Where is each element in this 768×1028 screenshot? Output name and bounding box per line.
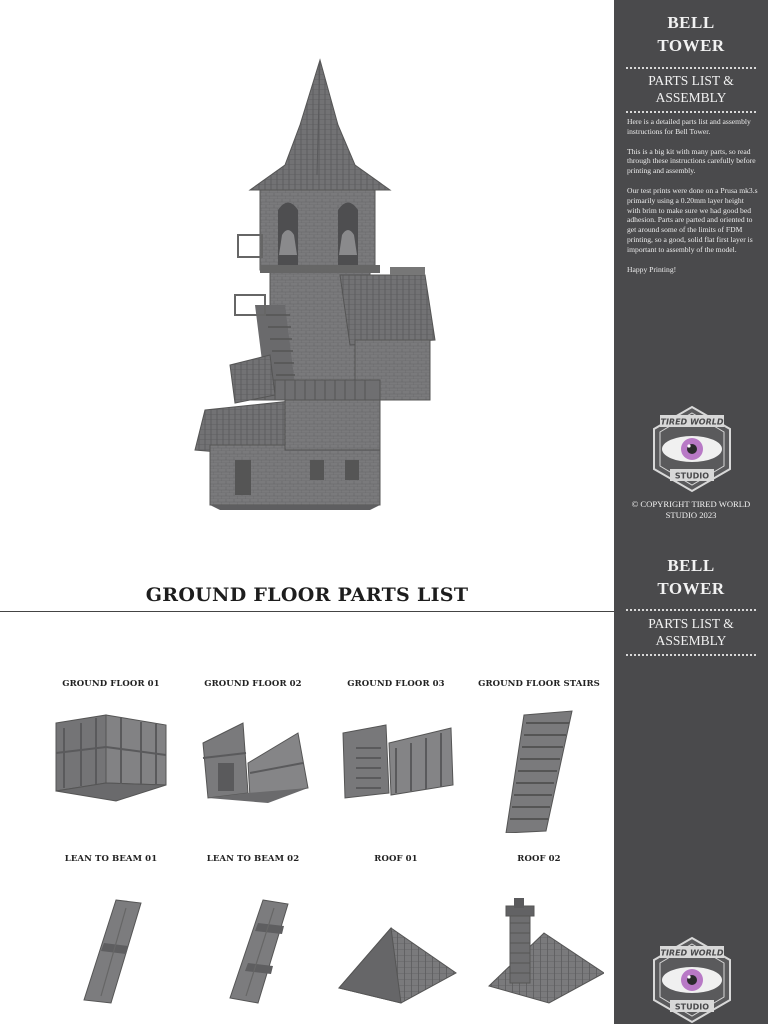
part-ground-floor-02 xyxy=(183,679,323,803)
part-image xyxy=(474,703,604,833)
intro-paragraph: Our test prints were done on a Prusa mk3.s primarily using a 0.20mm layer height with brim to make sure we had good bed adhesion. Parts are parted and oriented to get around some of the limits of FDM printing, so a good, solid flat first layer is important to assembly of the model. xyxy=(627,185,758,254)
part-label: GROUND FLOOR STAIRS xyxy=(478,679,600,689)
part-label: GROUND FLOOR 02 xyxy=(204,679,302,689)
bell-tower-model-image xyxy=(190,55,440,510)
part-ground-floor-stairs xyxy=(469,679,609,833)
intro-paragraph: This is a big kit with many parts, so read through these instructions carefully before printing and assembly. xyxy=(627,146,756,176)
logo-text: STUDIO xyxy=(674,1002,710,1012)
part-roof-02 xyxy=(469,854,609,1008)
sidebar-subtitle: PARTS LIST & ASSEMBLY xyxy=(648,73,734,105)
part-roof-01 xyxy=(326,854,466,1008)
part-label: ROOF 01 xyxy=(374,854,418,864)
dotted-divider xyxy=(626,111,756,113)
copyright-text: © COPYRIGHT TIRED WORLD STUDIO 2023 xyxy=(631,499,751,520)
dotted-divider xyxy=(626,609,756,611)
part-image xyxy=(188,878,318,1008)
logo-text: TIRED WORLD xyxy=(660,948,724,958)
logo-text: STUDIO xyxy=(674,471,710,481)
sidebar-title: BELL TOWER xyxy=(657,13,725,55)
intro-paragraph: Happy Printing! xyxy=(627,264,677,274)
logo-text: TIRED WORLD xyxy=(660,417,724,427)
part-label: LEAN TO BEAM 01 xyxy=(64,854,158,864)
part-label: GROUND FLOOR 01 xyxy=(62,679,160,689)
dotted-divider xyxy=(626,654,756,656)
part-ground-floor-01 xyxy=(41,679,181,803)
sidebar-subtitle-repeat: PARTS LIST & ASSEMBLY xyxy=(648,616,734,648)
intro-paragraph: Here is a detailed parts list and assembly instructions for Bell Tower. xyxy=(627,117,751,136)
section-divider xyxy=(0,611,614,612)
part-label: GROUND FLOOR 03 xyxy=(347,679,445,689)
studio-logo xyxy=(652,936,732,1028)
studio-logo xyxy=(652,405,732,497)
part-label: ROOF 02 xyxy=(517,854,561,864)
part-image xyxy=(46,703,176,803)
part-image xyxy=(331,878,461,1008)
part-label: LEAN TO BEAM 02 xyxy=(206,854,300,864)
part-image xyxy=(188,703,318,803)
sidebar-title-repeat: BELL TOWER xyxy=(657,556,725,598)
part-lean-to-beam-01 xyxy=(41,854,181,1008)
part-lean-to-beam-02 xyxy=(183,854,323,1008)
section-title: GROUND FLOOR PARTS LIST xyxy=(145,584,469,606)
part-image xyxy=(331,703,461,803)
part-ground-floor-03 xyxy=(326,679,466,803)
part-image xyxy=(474,878,604,1008)
part-image xyxy=(46,878,176,1008)
dotted-divider xyxy=(626,67,756,69)
intro-text xyxy=(627,117,759,284)
sidebar-panel xyxy=(614,0,768,1024)
